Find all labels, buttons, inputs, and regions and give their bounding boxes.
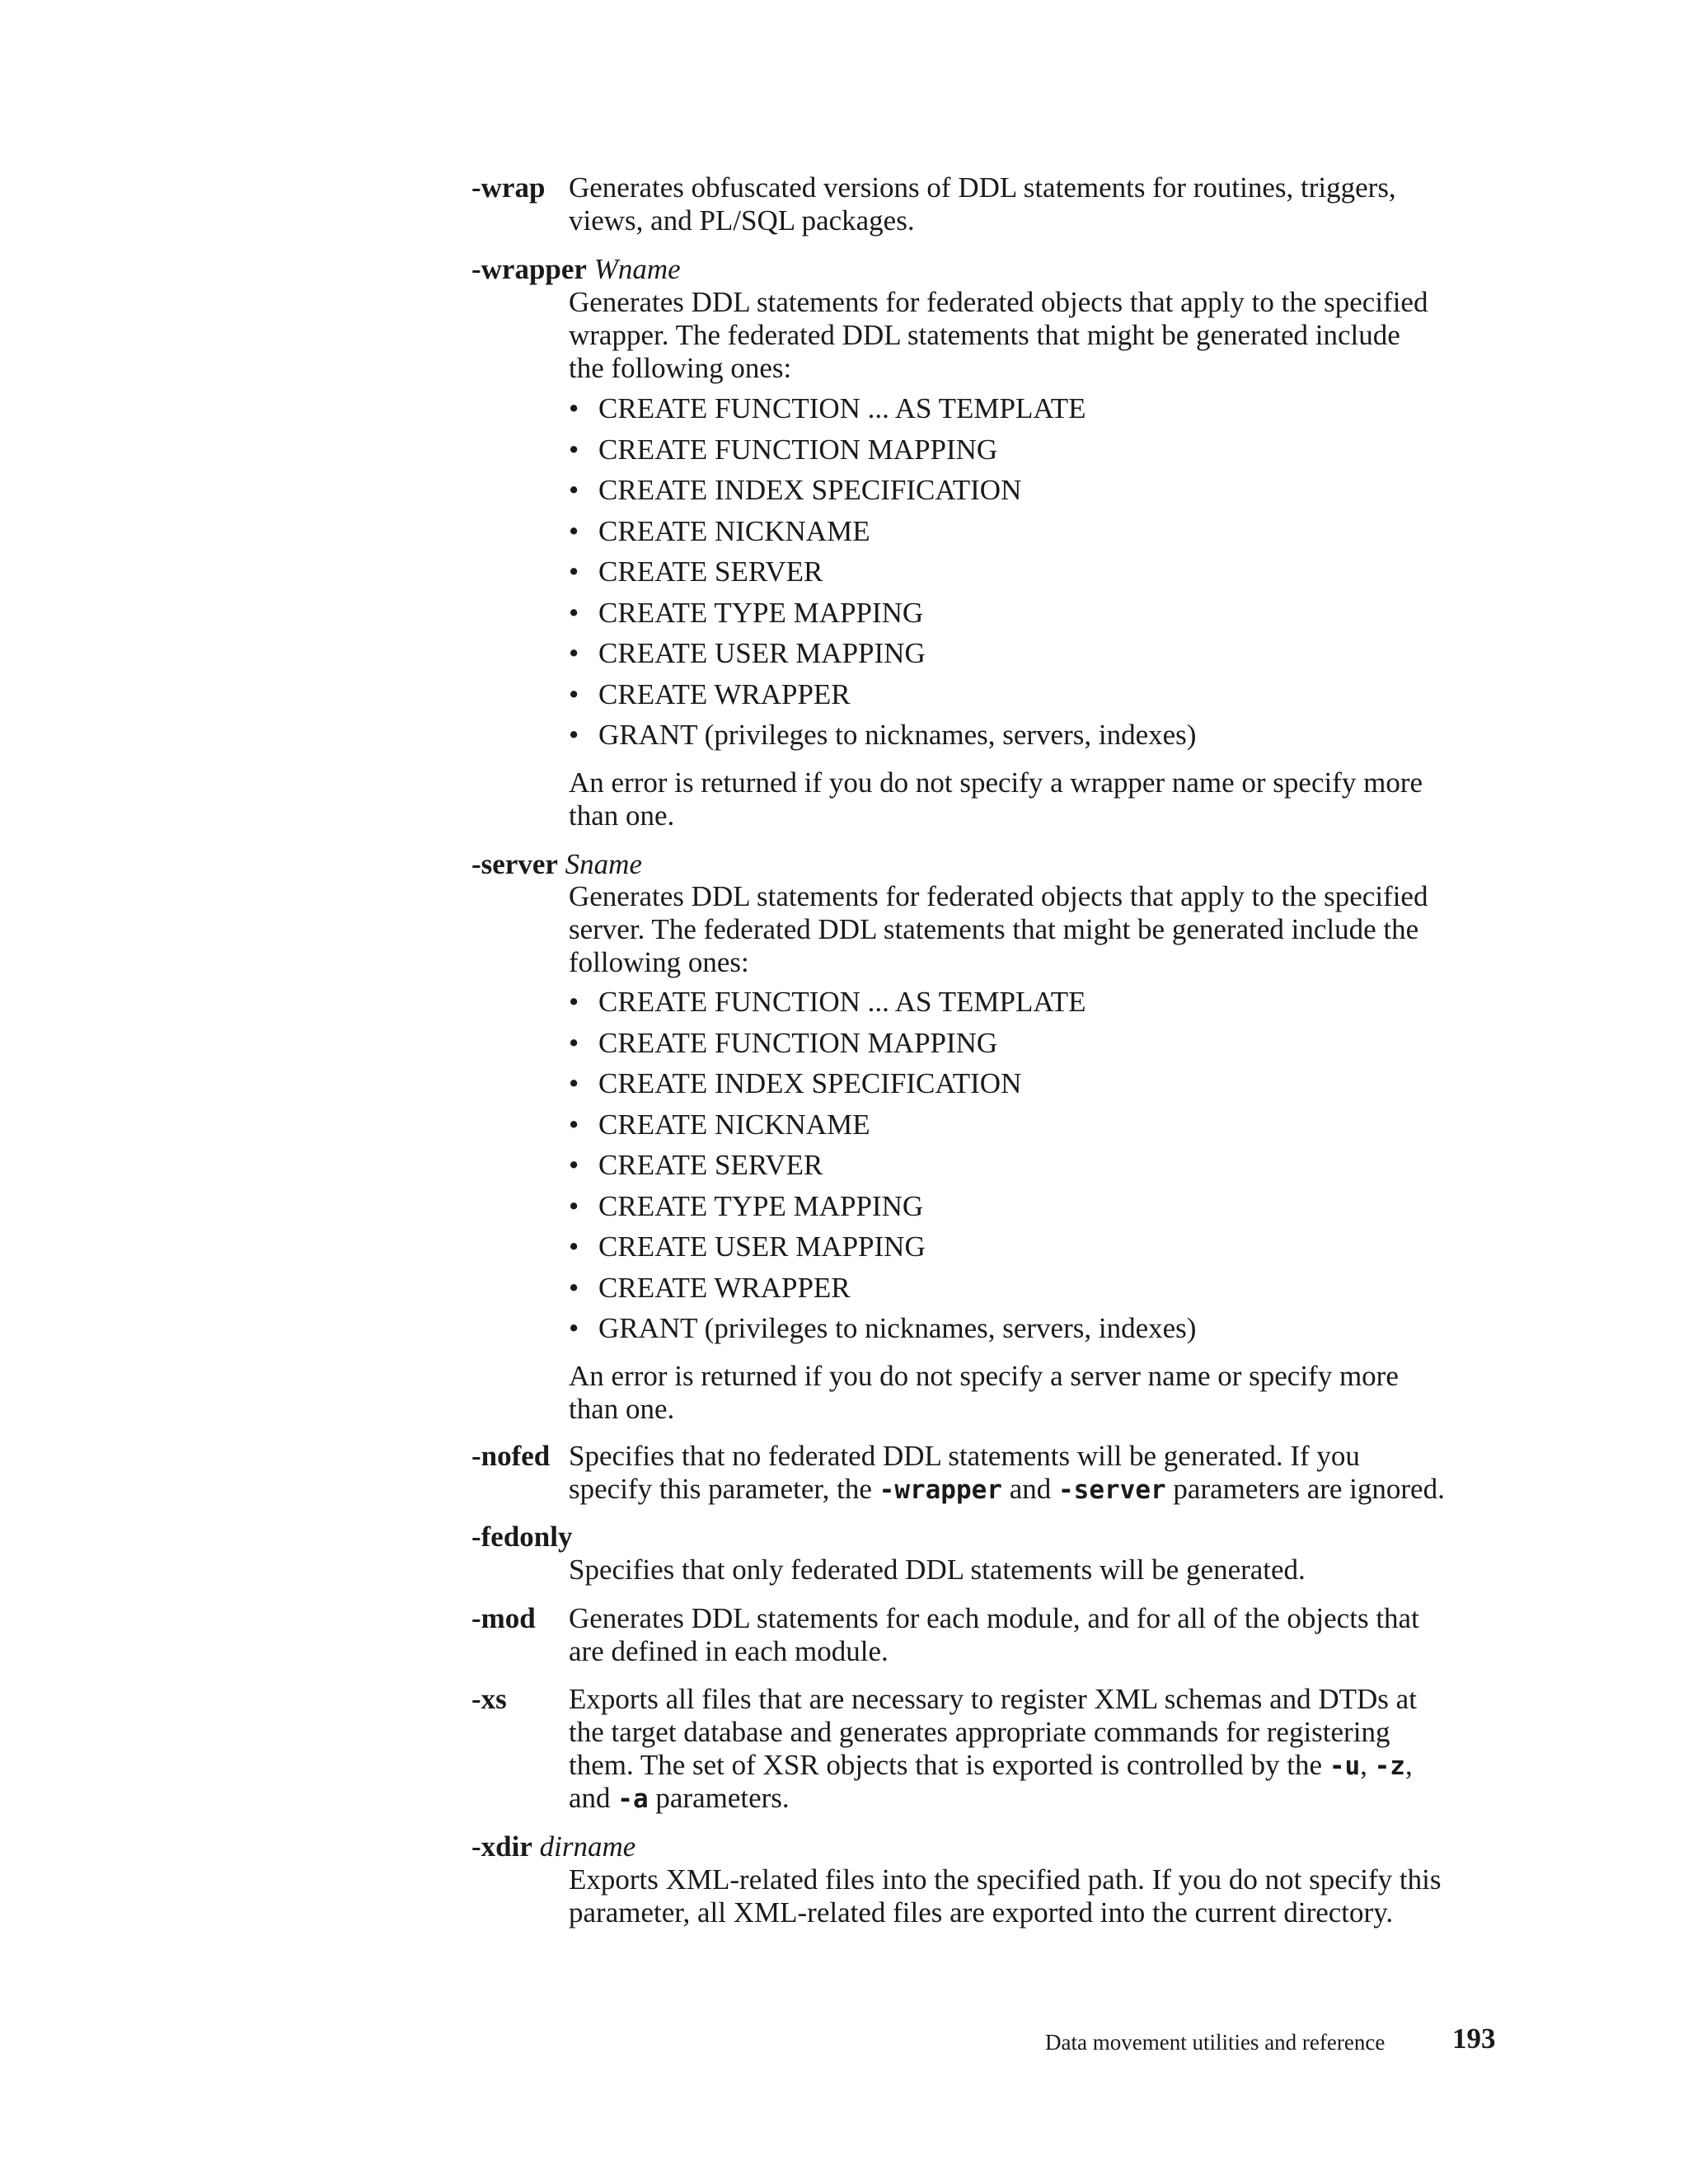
mod-desc-line-1: Generates DDL statements for each module, and for all of the objects that [569,1602,1419,1634]
server-bullet-marker: • [569,1108,579,1141]
wrapper-bullet-marker: • [569,474,579,506]
xs-desc-line-1: Exports all files that are necessary to register XML schemas and DTDs at [569,1683,1417,1715]
nofed-desc-line-2: specify this parameter, the -wrapper and -server parameters are ignored. [569,1473,1445,1505]
wrapper-list-item: GRANT (privileges to nicknames, servers, indexes) [598,719,1197,751]
server-intro-line-3: following ones: [569,946,749,978]
wrapper-list-item: CREATE TYPE MAPPING [598,596,924,629]
term-xs: -xs [471,1683,507,1715]
wrapper-outro-line-2: than one. [569,799,675,832]
server-intro-line-1: Generates DDL statements for federated objects that apply to the specified [569,880,1428,912]
xs-desc-line-2: the target database and generates appropriate commands for registering [569,1716,1390,1748]
z-param-code: -z [1374,1751,1405,1781]
server-bullet-marker: • [569,1189,579,1222]
wrapper-bullet-marker: • [569,392,579,424]
server-list-item: CREATE WRAPPER [598,1271,851,1304]
wrap-desc-line-1: Generates obfuscated versions of DDL statements for routines, triggers, [569,171,1396,204]
server-list-item: GRANT (privileges to nicknames, servers, indexes) [598,1312,1197,1344]
server-param-code: -server [1058,1475,1166,1505]
server-list-item: CREATE SERVER [598,1149,823,1181]
wrapper-bullet-marker: • [569,433,579,466]
term-mod: -mod [471,1602,536,1634]
wrapper-list-item: CREATE NICKNAME [598,514,870,547]
wrapper-list-item: CREATE WRAPPER [598,677,851,710]
xdir-desc-line-1: Exports XML-related files into the specified path. If you do not specify this [569,1863,1442,1896]
wrap-desc-line-2: views, and PL/SQL packages. [569,204,915,237]
server-bullet-marker: • [569,1067,579,1099]
server-outro-line-1: An error is returned if you do not specify a server name or specify more [569,1360,1399,1392]
wrapper-list-item: CREATE FUNCTION MAPPING [598,433,998,466]
xdir-desc-line-2: parameter, all XML-related files are exported into the current directory. [569,1896,1394,1929]
server-bullet-marker: • [569,1271,579,1304]
server-bullet-marker: • [569,1230,579,1263]
xs-desc-line-3: them. The set of XSR objects that is exported is controlled by the -u, -z, [569,1749,1413,1781]
page-number: 193 [1452,2022,1496,2055]
server-bullet-marker: • [569,986,579,1018]
wrapper-bullet-marker: • [569,514,579,547]
server-intro-line-2: server. The federated DDL statements that might be generated include the [569,913,1419,945]
u-param-code: -u [1329,1751,1361,1781]
server-list-item: CREATE FUNCTION ... AS TEMPLATE [598,986,1086,1018]
wrapper-list-item: CREATE INDEX SPECIFICATION [598,474,1022,506]
wrapper-intro-line-3: the following ones: [569,352,792,384]
server-list-item: CREATE FUNCTION MAPPING [598,1026,998,1059]
server-bullet-marker: • [569,1149,579,1181]
server-list-item: CREATE TYPE MAPPING [598,1189,924,1222]
server-list-item: CREATE INDEX SPECIFICATION [598,1067,1022,1099]
server-list-item: CREATE NICKNAME [598,1108,870,1141]
term-wrap: -wrap [471,171,546,204]
wrapper-param-code: -wrapper [879,1475,1002,1505]
server-bullet-marker: • [569,1026,579,1059]
footer-section-title: Data movement utilities and reference [1045,2030,1386,2055]
wrapper-intro-line-1: Generates DDL statements for federated objects that apply to the specified [569,286,1428,318]
term-nofed: -nofed [471,1440,551,1472]
mod-desc-line-2: are defined in each module. [569,1635,889,1667]
server-bullet-marker: • [569,1312,579,1344]
term-server: -server Sname [471,848,642,880]
wrapper-bullet-marker: • [569,677,579,710]
wrapper-bullet-marker: • [569,637,579,669]
term-fedonly: -fedonly [471,1521,573,1553]
wrapper-list-item: CREATE FUNCTION ... AS TEMPLATE [598,392,1086,424]
wrapper-list-item: CREATE USER MAPPING [598,637,926,669]
nofed-desc-line-1: Specifies that no federated DDL statements will be generated. If you [569,1440,1360,1472]
xs-desc-line-4: and -a parameters. [569,1782,790,1814]
wrapper-bullet-marker: • [569,555,579,588]
server-list-item: CREATE USER MAPPING [598,1230,926,1263]
term-wrapper: -wrapper Wname [471,253,681,285]
a-param-code: -a [617,1784,649,1814]
wrapper-intro-line-2: wrapper. The federated DDL statements that might be generated include [569,319,1400,351]
term-xdir: -xdir dirname [471,1830,636,1863]
wrapper-bullet-marker: • [569,596,579,629]
wrapper-bullet-marker: • [569,719,579,751]
server-outro-line-2: than one. [569,1393,675,1425]
wrapper-list-item: CREATE SERVER [598,555,823,588]
fedonly-desc-line-1: Specifies that only federated DDL statements will be generated. [569,1554,1306,1586]
wrapper-outro-line-1: An error is returned if you do not specify a wrapper name or specify more [569,766,1423,799]
